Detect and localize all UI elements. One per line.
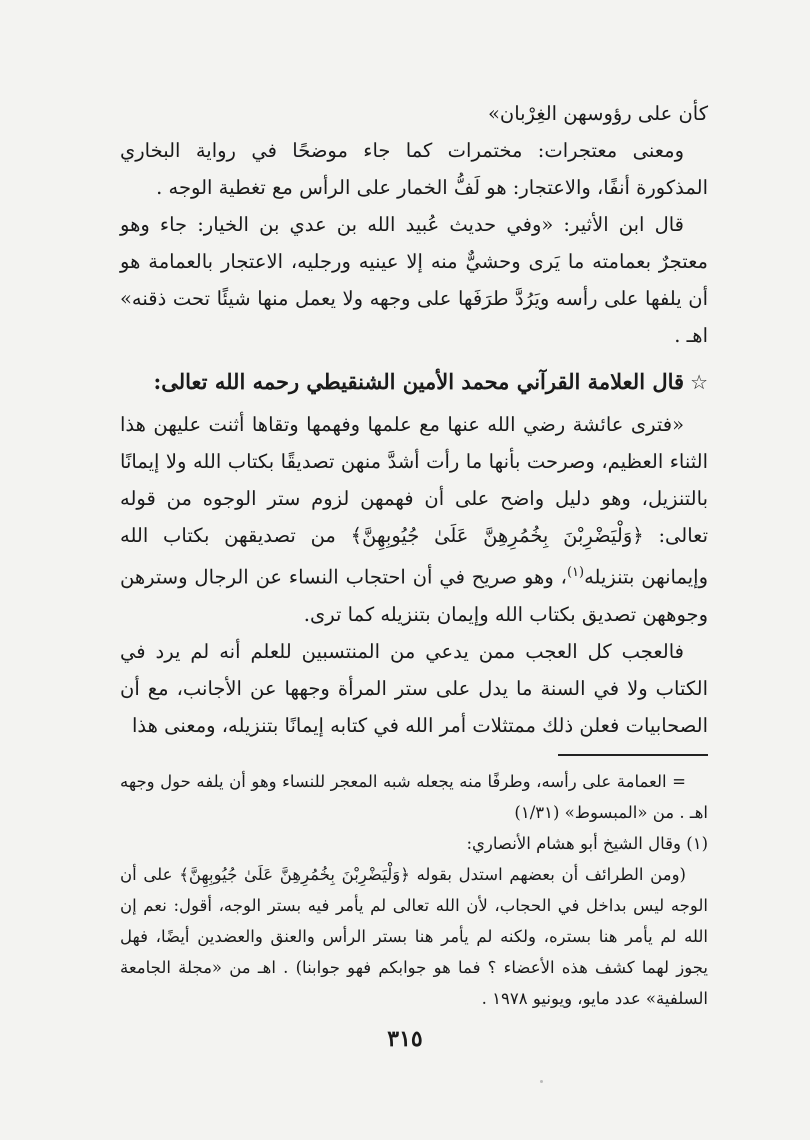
paragraph-shinqiti bbox=[120, 406, 708, 633]
section-heading-text: قال العلامة القرآني محمد الأمين الشنقيطي رحمه الله تعالى: bbox=[153, 369, 685, 394]
page-number: ٣١٥ bbox=[387, 1026, 423, 1052]
footnote-1-title: (١) وقال الشيخ أبو هشام الأنصاري: bbox=[466, 833, 708, 853]
footnote-1-text: (ومن الطرائف أن بعضهم استدل بقوله ﴿وَلْيَضْرِبْنَ بِخُمُرِهِنَّ عَلَىٰ جُيُوبِهِنَّ﴾ على أن الوجه ليس بداخل في الحجاب، لأن الله تعالى لم يأمر فيه بستر الوجه، أقول: نعم إن الله لم يأمر هنا بستره، ولكنه لم يأمر هنا بستر الرأس والعنق والعضدين أيضًا، فهل يجوز لهما كشف هذه الأعضاء ؟ فما هو جوابكم فهو جوابنا) . اهـ من «مجلة الجامعة السلفية» عدد مايو، ويونيو ١٩٧٨ . bbox=[120, 864, 708, 1008]
footnote-ref: (١) bbox=[566, 565, 585, 580]
paragraph-shinqiti-text: «فترى عائشة رضي الله عنها مع علمها وفهمها وتقاها أثنت عليهن هذا الثناء العظيم، وصرحت بأنها ما رأت أشدَّ منهن تصديقًا بكتاب الله ولا إيمانًا بالتنزيل، وهو دليل واضح على أن فهمهن لزوم ستر الوجوه من قوله تعالى: ﴿وَلْيَضْرِبْنَ بِخُمُرِهِنَّ عَلَىٰ جُيُوبِهِنَّ﴾ من تصديقهن بكتاب الله وإيمانهن بتنزيله bbox=[120, 413, 708, 589]
page-body bbox=[120, 95, 708, 1014]
star-icon: ☆ bbox=[690, 370, 708, 394]
paragraph-ajab: فالعجب كل العجب ممن يدعي من المنتسبين للعلم أنه لم يرد في الكتاب ولا في السنة ما يدل على ستر المرأة وجهها عن الأجانب، مع أن الصحابيات فعلن ذلك ممتثلات أمر الله في كتابه إيمانًا بتنزيله، ومعنى هذا bbox=[120, 639, 708, 737]
scan-speck bbox=[540, 1080, 543, 1083]
paragraph-meaning: ومعنى معتجرات: مختمرات كما جاء موضحًا في رواية البخاري المذكورة أنفًا، والاعتجار: هو لَفُّ الخمار على الرأس مع تغطية الوجه . bbox=[120, 139, 708, 199]
section-heading bbox=[120, 362, 708, 402]
paragraph-ibn-athir: قال ابن الأثير: «وفي حديث عُبيد الله بن عدي بن الخيار: جاء وهو معتجرٌ بعمامته ما يَرى وحشيٌّ منه إلا عينيه ورجليه، الاعتجار بالعمامة هو أن يلفها على رأسه ويَرُدَّ طرَفَها على وجهه ولا يعمل منها شيئًا تحت ذقنه» اهـ . bbox=[120, 213, 708, 347]
footnote-continued: = العمامة على رأسه، وطرفًا منه يجعله شبه المعجر للنساء وهو أن يلفه حول وجهه اهـ . من «المبسوط» (١/٣١) bbox=[120, 771, 708, 822]
footnote-divider bbox=[558, 754, 708, 756]
paragraph-shinqiti-end: ، وهو صريح في أن احتجاب النساء عن الرجال وسترهن وجوههن تصديق بكتاب الله وإيمان بتنزيله كما ترى. bbox=[120, 565, 708, 626]
quote-ending-line: كأن على رؤوسهن الغِرْبان» bbox=[487, 102, 708, 125]
